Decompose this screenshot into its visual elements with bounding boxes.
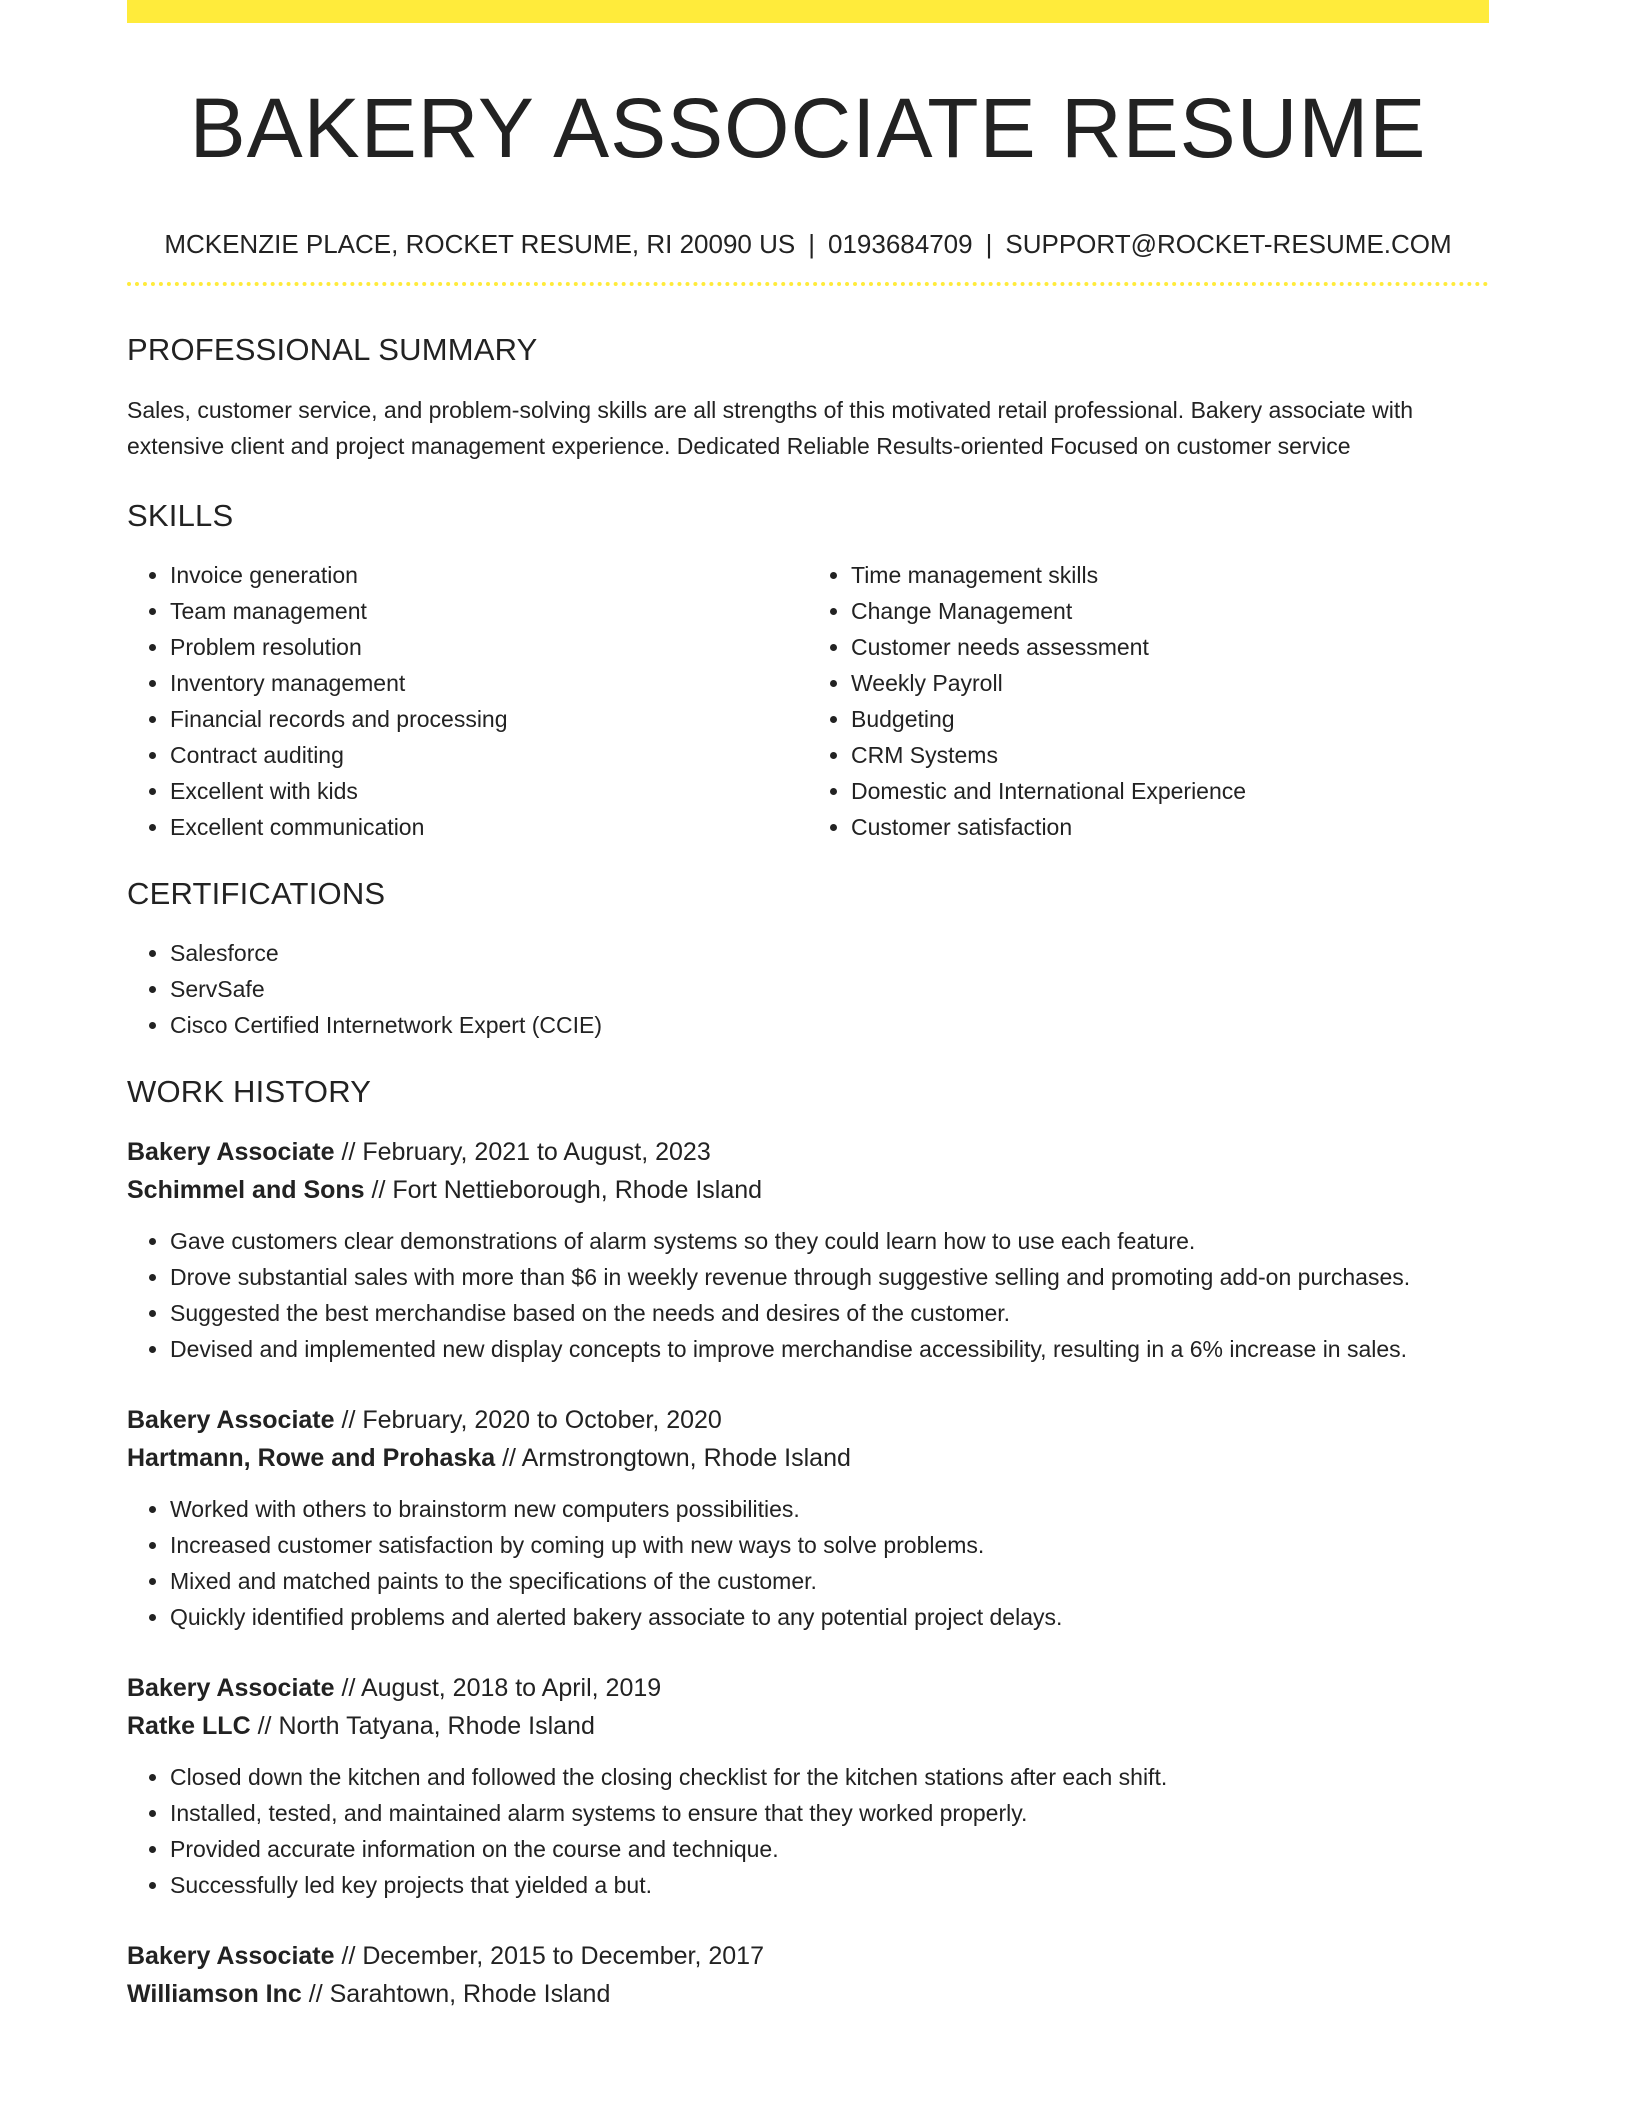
skills-list-left <box>127 557 808 845</box>
job-title-line <box>127 1133 1489 1171</box>
contact-address: MCKENZIE PLACE, ROCKET RESUME, RI 20090 US <box>164 229 796 259</box>
job-company-line <box>127 1171 1489 1209</box>
job-bullet: • Installed, tested, and maintained alarm systems to ensure that they worked properly. <box>170 1795 1489 1831</box>
job-company-line <box>127 1439 1489 1477</box>
skill-item: • Time management skills <box>851 557 1489 593</box>
job-title: Bakery Associate <box>127 1942 335 1970</box>
job-location: North Tatyana, Rhode Island <box>278 1712 595 1740</box>
skill-item: • Excellent communication <box>170 809 808 845</box>
job-bullet: • Increased customer satisfaction by coming up with new ways to solve problems. <box>170 1527 1489 1563</box>
job-separator: // <box>334 1138 363 1166</box>
skill-item: • Budgeting <box>851 701 1489 737</box>
job-separator: // <box>334 1674 361 1702</box>
certification-item: • ServSafe <box>170 971 1489 1007</box>
skills-section <box>127 497 1489 845</box>
work-history-heading: WORK HISTORY <box>127 1074 372 1109</box>
skill-item: • Excellent with kids <box>170 773 808 809</box>
job-bullets <box>127 1759 1489 1903</box>
job-title-line <box>127 1669 1489 1707</box>
skill-item: • Inventory management <box>170 665 808 701</box>
job-bullet: • Drove substantial sales with more than $6 in weekly revenue through suggestive selling and promoting add-on purchases. <box>170 1259 1489 1295</box>
job-bullets <box>127 1223 1489 1367</box>
skills-list-right <box>808 557 1489 845</box>
job-company: Williamson Inc <box>127 1980 302 2008</box>
job-bullet: • Devised and implemented new display concepts to improve merchandise accessibility, resulting in a 6% increase in sales. <box>170 1331 1489 1367</box>
job-bullet: • Successfully led key projects that yielded a but. <box>170 1867 1489 1903</box>
job-dates: August, 2018 to April, 2019 <box>360 1674 662 1702</box>
contact-email: SUPPORT@ROCKET-RESUME.COM <box>1005 229 1452 259</box>
resume-content <box>127 0 1489 2013</box>
job-bullets <box>127 1491 1489 1635</box>
skill-item: • Customer satisfaction <box>851 809 1489 845</box>
job-separator: // <box>334 1406 363 1434</box>
skill-item: • Financial records and processing <box>170 701 808 737</box>
job-company-line <box>127 1975 1489 2013</box>
job-title: Bakery Associate <box>127 1138 335 1166</box>
contact-line <box>127 228 1489 260</box>
skill-item: • Invoice generation <box>170 557 808 593</box>
skill-item: • Problem resolution <box>170 629 808 665</box>
job-company: Schimmel and Sons <box>127 1176 365 1204</box>
skill-item: • Contract auditing <box>170 737 808 773</box>
skills-columns <box>127 557 1489 845</box>
summary-section <box>127 331 1489 464</box>
job-bullet: • Quickly identified problems and alerted bakery associate to any potential project delays. <box>170 1599 1489 1635</box>
page-title: BAKERY ASSOCIATE RESUME <box>189 81 1427 175</box>
job-dates: February, 2020 to October, 2020 <box>362 1406 722 1434</box>
job-entry <box>127 1937 1489 2013</box>
job-title-line <box>127 1937 1489 1975</box>
header-divider <box>127 282 1489 286</box>
job-bullet: • Closed down the kitchen and followed the closing checklist for the kitchen stations after each shift. <box>170 1759 1489 1795</box>
skills-heading: SKILLS <box>127 498 234 533</box>
job-company: Ratke LLC <box>127 1712 251 1740</box>
skill-item: • CRM Systems <box>851 737 1489 773</box>
certification-item: • Cisco Certified Internetwork Expert (CCIE) <box>170 1007 1489 1043</box>
job-location: Sarahtown, Rhode Island <box>329 1980 611 2008</box>
job-title: Bakery Associate <box>127 1674 335 1702</box>
summary-text: Sales, customer service, and problem-solving skills are all strengths of this motivated retail professional. Bakery associate with extensive client and project management experience. Dedicated Reliable Results-oriented Focused on customer service <box>127 397 1414 459</box>
job-separator: // <box>334 1942 363 1970</box>
job-bullet: • Provided accurate information on the course and technique. <box>170 1831 1489 1867</box>
job-list <box>127 1133 1489 2013</box>
contact-separator: | <box>808 229 815 259</box>
summary-heading: PROFESSIONAL SUMMARY <box>127 332 538 367</box>
job-bullet: • Worked with others to brainstorm new computers possibilities. <box>170 1491 1489 1527</box>
job-entry <box>127 1133 1489 1367</box>
skill-item: • Team management <box>170 593 808 629</box>
certifications-list <box>127 935 1489 1043</box>
job-bullet: • Mixed and matched paints to the specifications of the customer. <box>170 1563 1489 1599</box>
work-history-section <box>127 1073 1489 2013</box>
job-title: Bakery Associate <box>127 1406 335 1434</box>
skill-item: • Change Management <box>851 593 1489 629</box>
job-title-line <box>127 1401 1489 1439</box>
job-separator: // <box>495 1444 522 1472</box>
job-bullet: • Suggested the best merchandise based on the needs and desires of the customer. <box>170 1295 1489 1331</box>
job-dates: December, 2015 to December, 2017 <box>362 1942 764 1970</box>
skill-item: • Domestic and International Experience <box>851 773 1489 809</box>
job-company-line <box>127 1707 1489 1745</box>
skill-item: • Customer needs assessment <box>851 629 1489 665</box>
job-location: Armstrongtown, Rhode Island <box>521 1444 851 1472</box>
job-separator: // <box>364 1176 393 1204</box>
certifications-section <box>127 875 1489 1043</box>
certification-item: • Salesforce <box>170 935 1489 971</box>
job-location: Fort Nettieborough, Rhode Island <box>392 1176 763 1204</box>
contact-phone: 0193684709 <box>828 229 973 259</box>
job-separator: // <box>250 1712 279 1740</box>
job-entry <box>127 1669 1489 1903</box>
job-company: Hartmann, Rowe and Prohaska <box>127 1444 496 1472</box>
job-bullet: • Gave customers clear demonstrations of alarm systems so they could learn how to use each feature. <box>170 1223 1489 1259</box>
certifications-heading: CERTIFICATIONS <box>127 876 386 911</box>
contact-separator: | <box>985 229 993 259</box>
job-dates: February, 2021 to August, 2023 <box>362 1138 711 1166</box>
skill-item: • Weekly Payroll <box>851 665 1489 701</box>
job-entry <box>127 1401 1489 1635</box>
job-separator: // <box>301 1980 330 2008</box>
